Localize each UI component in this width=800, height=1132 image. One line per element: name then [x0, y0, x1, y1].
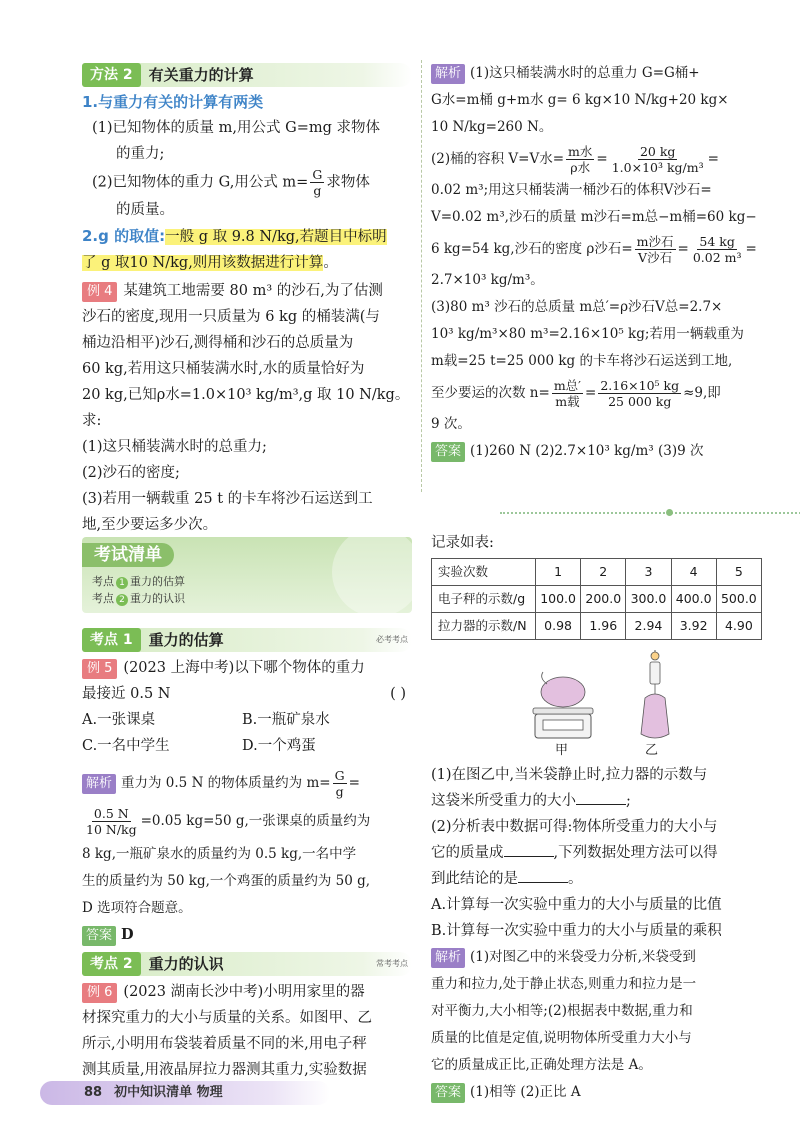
- exam-list-box: [82, 537, 412, 613]
- example4-text: (3)若用一辆载重 25 t 的卡车将沙石运送到工: [82, 491, 373, 507]
- method2-item2-tail: 求物体: [326, 174, 370, 191]
- answer-tag: 答案: [431, 1083, 465, 1103]
- frac-den: g: [313, 183, 322, 198]
- table-cell: 300.0: [626, 586, 671, 613]
- q6-text: (1)在图乙中,当米袋静止时,拉力器的示数与: [431, 767, 708, 783]
- kp-item-label: 重力的认识: [130, 592, 185, 605]
- frac-num: 2.16×10⁵ kg: [600, 378, 680, 393]
- data-table: [431, 558, 762, 640]
- frac-den: 10 N/kg: [86, 822, 137, 837]
- sol4-eq: =: [707, 151, 719, 167]
- kp2-badge: 常考考点: [376, 959, 408, 968]
- example4-text: 桶边沿相平)沙石,测得桶和沙石的总质量为: [82, 335, 354, 351]
- formula-fraction: [552, 378, 583, 409]
- example5-sol-text: 8 kg,一瓶矿泉水的质量约为 0.5 kg,一名中学: [82, 846, 357, 862]
- formula-fraction: [610, 144, 706, 175]
- q6-sol-line: [431, 944, 765, 971]
- method2-item2: [82, 167, 412, 197]
- frac-num: G: [312, 167, 323, 182]
- option-a: A.一张课桌: [82, 712, 156, 728]
- kp-prefix: 考点: [92, 592, 114, 605]
- example6-tag: 例 6: [82, 983, 117, 1003]
- kp2-title: 重力的认识: [148, 955, 224, 973]
- example5-sol-text: 生的质量约为 50 kg,一个鸡蛋的质量约为 50 g,: [82, 873, 371, 889]
- method2-item2-text: (2)已知物体的重力 G,用公式 m=: [92, 174, 309, 191]
- q6-sol-text: 它的质量成正比,正确处理方法是 A。: [431, 1057, 652, 1073]
- example5-solution-line1: [82, 765, 412, 801]
- method2-sub2: [82, 223, 412, 250]
- example4: [82, 278, 412, 538]
- sol4-text: ≈9,即: [683, 385, 721, 401]
- example5-text: 最接近 0.5 N: [82, 686, 171, 702]
- example5-answer: [82, 922, 412, 948]
- table-cell: 4: [671, 559, 716, 586]
- method2-item2c: 的质量。: [116, 202, 174, 218]
- formula-fraction: [635, 234, 676, 265]
- sol4-text: 9 次。: [431, 416, 471, 432]
- sol4-volume-line: [431, 141, 765, 177]
- example4-text: 60 kg,若用这只桶装满水时,水的质量恰好为: [82, 361, 365, 377]
- formula-fraction: [598, 378, 681, 409]
- table-cell: 0.98: [536, 613, 581, 640]
- kp1-badge: 必考考点: [376, 635, 408, 644]
- table-cell: 200.0: [581, 586, 626, 613]
- solution4: [431, 60, 765, 465]
- sol4-text: V=0.02 m³,沙石的质量 m沙石=m总−m桶=60 kg−: [431, 209, 757, 225]
- q6-text: ;: [626, 793, 631, 809]
- q6-answer: [431, 1079, 765, 1106]
- sol4-text: 2.7×10³ kg/m³。: [431, 272, 544, 288]
- option-d: D.一个鸡蛋: [242, 738, 316, 754]
- page-footer: [40, 1081, 330, 1105]
- section-divider: [500, 512, 800, 514]
- option-b: B.一瓶矿泉水: [242, 712, 330, 728]
- example5-sol-eq: =: [348, 775, 360, 791]
- scale-and-bag-illustration: [529, 646, 689, 746]
- option-b: B.计算每一次实验中重力的大小与质量的乘积: [431, 923, 722, 939]
- kp1-header: [82, 628, 412, 652]
- table-cell: 2.94: [626, 613, 671, 640]
- method2-tag: 方法 2: [82, 63, 141, 87]
- decoration: [332, 537, 412, 613]
- formula-fraction: [566, 144, 594, 175]
- frac-den: ρ水: [570, 160, 591, 175]
- method2-title: 有关重力的计算: [148, 66, 254, 84]
- sol4-eq: =: [596, 151, 608, 167]
- kp1-tag: 考点 1: [82, 628, 141, 652]
- example4-tag: 例 4: [82, 282, 117, 302]
- frac-num: m沙石: [636, 234, 674, 249]
- frac-den: m载: [555, 394, 580, 409]
- method2-sub2-line2: [82, 250, 412, 276]
- frac-den: V沙石: [638, 250, 673, 265]
- solution-tag: 解析: [82, 774, 116, 794]
- example5-answer-text: D: [121, 926, 134, 943]
- method2-sub2-highlight2: 了 g 取10 N/kg,则用该数据进行计算: [82, 255, 324, 271]
- frac-den: g: [335, 784, 344, 799]
- sol4-text: m载=25 t=25 000 kg 的卡车将沙石运送到工地,: [431, 353, 733, 369]
- solution-tag: 解析: [431, 948, 465, 968]
- example6-line: [82, 979, 412, 1005]
- method2-sub2-highlight1: 一般 g 取 9.8 N/kg,若题目中标明: [165, 229, 387, 245]
- figure-label-a: 甲: [555, 743, 569, 758]
- example5-tag: 例 5: [82, 659, 117, 679]
- kp-prefix: 考点: [92, 575, 114, 588]
- q6-text: (2)分析表中数据可得:物体所受重力的大小与: [431, 819, 718, 835]
- frac-num: 54 kg: [699, 234, 735, 249]
- method2-sub1: 1.与重力有关的计算有两类: [82, 93, 264, 111]
- kp-number-badge: 2: [116, 594, 128, 606]
- q6-text: 这袋米所受重力的大小: [431, 793, 576, 809]
- example6-continued: [431, 530, 765, 1106]
- answer-blank: ( ): [390, 686, 406, 702]
- frac-den: 1.0×10³ kg/m³: [611, 160, 704, 175]
- q6-sol-text: 重力和拉力,处于静止状态,则重力和拉力是一: [431, 976, 697, 992]
- frac-num: m总′: [553, 378, 582, 393]
- answer-tag: 答案: [82, 926, 116, 946]
- sol4-text: (1)这只桶装满水时的总重力 G=G桶+: [470, 65, 700, 81]
- sol4-text: 10 N/kg=260 N。: [431, 119, 553, 135]
- table-cell: 4.90: [716, 613, 761, 640]
- sol4-text: 至少要运的次数 n=: [431, 385, 550, 401]
- q6-text-line: [431, 866, 765, 892]
- sol4-text: 0.02 m³;用这只桶装满一桶沙石的体积V沙石=: [431, 182, 712, 198]
- table-cell: 实验次数: [432, 559, 536, 586]
- table-row: [432, 613, 762, 640]
- frac-num: 0.5 N: [93, 806, 129, 821]
- formula-fraction: [310, 167, 324, 198]
- fill-blank[interactable]: [576, 791, 626, 805]
- example4-text: 沙石的密度,现用一只质量为 6 kg 的桶装满(与: [82, 309, 380, 325]
- method2-sub2-label: 2.g 的取值:: [82, 227, 166, 245]
- example6: [82, 979, 412, 1083]
- sol4-eq: =: [677, 241, 689, 257]
- exam-list-title: 考试清单: [82, 543, 174, 567]
- table-cell: 500.0: [716, 586, 761, 613]
- frac-num: m水: [568, 144, 593, 159]
- example5-text: (2023 上海中考)以下哪个物体的重力: [123, 660, 365, 676]
- table-row: [432, 586, 762, 613]
- q6-text-line: [431, 788, 765, 814]
- table-cell: 1.96: [581, 613, 626, 640]
- sol4-text: 10³ kg/m³×80 m³=2.16×10⁵ kg;若用一辆载重为: [431, 326, 744, 342]
- example4-text: 地,至少要运多少次。: [82, 517, 218, 533]
- example4-line: [82, 278, 412, 304]
- formula-fraction: [333, 768, 347, 799]
- example6-text: 所示,小明用布袋装着质量不同的米,用电子秤: [82, 1036, 367, 1052]
- example5: [82, 655, 412, 948]
- example6-text: 记录如表:: [431, 535, 494, 551]
- method2-sub2-end: 。: [323, 255, 338, 271]
- example4-text: 某建筑工地需要 80 m³ 的沙石,为了估测: [123, 283, 383, 299]
- q6-sol-text: 质量的比值是定值,说明物体所受重力大小与: [431, 1030, 692, 1046]
- q6-text: 。: [568, 871, 583, 887]
- answer-tag: 答案: [431, 442, 465, 462]
- formula-fraction: [84, 806, 139, 837]
- sol4-text: (3)80 m³ 沙石的总质量 m总′=ρ沙石V总=2.7×: [431, 299, 723, 315]
- frac-den: 25 000 kg: [608, 394, 672, 409]
- sol4-answer: [431, 438, 765, 465]
- table-cell: 2: [581, 559, 626, 586]
- book-title: 初中知识清单 物理: [114, 1085, 223, 1100]
- q6-text-line: [431, 840, 765, 866]
- fill-blank[interactable]: [518, 869, 568, 883]
- q6-sol-text: 对平衡力,大小相等;(2)根据表中数据,重力和: [431, 1003, 693, 1019]
- sol4-text: G水=m桶 g+m水 g= 6 kg×10 N/kg+20 kg×: [431, 92, 729, 108]
- example5-sol-text: =0.05 kg=50 g,一张课桌的质量约为: [140, 813, 371, 829]
- table-row: [432, 559, 762, 586]
- table-cell: 1: [536, 559, 581, 586]
- sol4-answer-text: (1)260 N (2)2.7×10³ kg/m³ (3)9 次: [470, 443, 704, 459]
- sol4-eq: =: [585, 385, 597, 401]
- example5-options-row: [82, 733, 412, 759]
- q6-solution: [431, 944, 765, 1106]
- q6-answer-text: (1)相等 (2)正比 A: [470, 1084, 581, 1100]
- example5-line: [82, 655, 412, 681]
- example4-text: (1)这只桶装满水时的总重力;: [82, 439, 267, 455]
- kp1-title: 重力的估算: [148, 631, 224, 649]
- option-a: A.计算每一次实验中重力的大小与质量的比值: [431, 897, 722, 913]
- page-number: 88: [84, 1085, 103, 1100]
- method2-item1: (1)已知物体的质量 m,用公式 G=mg 求物体: [92, 120, 380, 136]
- q6-text: 它的质量成: [431, 845, 504, 861]
- kp2-tag: 考点 2: [82, 952, 141, 976]
- kp-item-label: 重力的估算: [130, 575, 185, 588]
- method2-item1b: 的重力;: [116, 146, 165, 162]
- table-cell: 拉力器的示数/N: [432, 613, 536, 640]
- example6-text: 测其质量,用液晶屏拉力器测其重力,实验数据: [82, 1062, 367, 1078]
- divider-dot: [666, 509, 673, 516]
- example5-options-row: [82, 707, 412, 733]
- option-c: C.一名中学生: [82, 738, 170, 754]
- sol4-eq: =: [745, 241, 757, 257]
- table-cell: 3: [626, 559, 671, 586]
- sol4-text: (2)桶的容积 V=V水=: [431, 151, 565, 167]
- table-cell: 100.0: [536, 586, 581, 613]
- frac-num: 20 kg: [639, 144, 676, 159]
- frac-den: 0.02 m³: [692, 250, 742, 265]
- example6-text: (2023 湖南长沙中考)小明用家里的器: [123, 984, 365, 1000]
- exam-section: [82, 537, 412, 1083]
- example5-line2: [82, 681, 412, 707]
- sol4-text: 6 kg=54 kg,沙石的密度 ρ沙石=: [431, 241, 633, 257]
- sol4-density-line: [431, 231, 765, 267]
- method2-section: [82, 63, 412, 538]
- formula-fraction: [691, 234, 744, 265]
- example5-sol-text: D 选项符合题意。: [82, 900, 192, 916]
- kp2-header: [82, 952, 412, 976]
- example4-text: 20 kg,已知ρ水=1.0×10³ kg/m³,g 取 10 N/kg。求:: [82, 387, 410, 429]
- q6-sol-text: (1)对图乙中的米袋受力分析,米袋受到: [470, 949, 696, 965]
- q6-text: ,下列数据处理方法可以得: [553, 845, 718, 861]
- figure-label-b: 乙: [645, 743, 659, 758]
- q6-part1: [431, 762, 765, 944]
- kp-number-badge: 1: [116, 577, 128, 589]
- q6-text: 到此结论的是: [431, 871, 518, 887]
- frac-num: G: [334, 768, 345, 783]
- solution-tag: 解析: [431, 64, 465, 84]
- table-cell: 电子秤的示数/g: [432, 586, 536, 613]
- example4-text: (2)沙石的密度;: [82, 465, 180, 481]
- method2-header: [82, 63, 412, 87]
- example5-sol-text: 重力为 0.5 N 的物体质量约为 m=: [121, 775, 331, 791]
- table-cell: 5: [716, 559, 761, 586]
- column-separator: [421, 60, 422, 492]
- example5-solution-line2: [82, 801, 412, 841]
- table-cell: 400.0: [671, 586, 716, 613]
- experiment-figure: [431, 640, 765, 762]
- table-cell: 3.92: [671, 613, 716, 640]
- fill-blank[interactable]: [504, 843, 554, 857]
- example6-text: 材探究重力的大小与质量的关系。如图甲、乙: [82, 1010, 372, 1026]
- sol4-line: [431, 60, 765, 87]
- sol4-count-line: [431, 375, 765, 411]
